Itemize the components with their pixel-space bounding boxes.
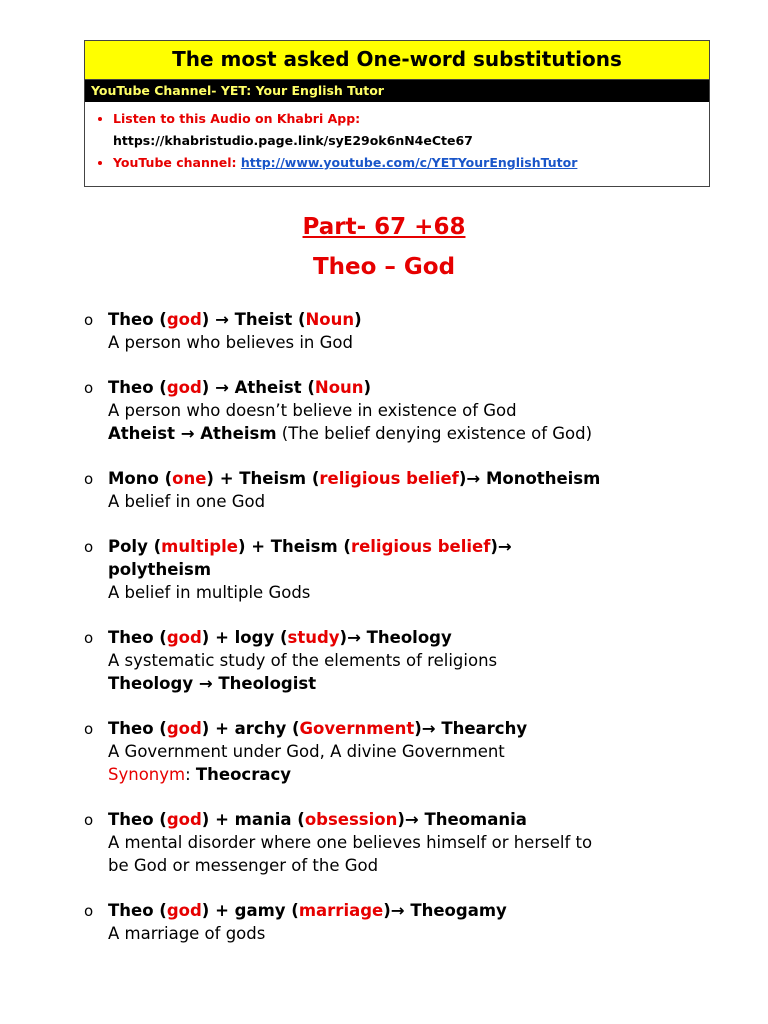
entry-list xyxy=(84,308,734,967)
entry-definition: A systematic study of the elements of religions xyxy=(108,651,498,670)
channel-banner: YouTube Channel- YET: Your English Tutor xyxy=(85,80,709,102)
circle-bullet-icon: o xyxy=(84,311,94,329)
youtube-item xyxy=(113,152,709,174)
entry-definition: A person who doesn’t believe in existence of God xyxy=(108,401,517,420)
circle-bullet-icon: o xyxy=(84,811,94,829)
list-item xyxy=(84,808,734,877)
entry-synonym: Synonym: Theocracy xyxy=(108,765,292,784)
entry-heading: Theo (god) + mania (obsession)→ Theomania xyxy=(108,810,527,829)
part-title: Part- 67 +68 xyxy=(302,214,466,240)
circle-bullet-icon: o xyxy=(84,902,94,920)
entry-heading-cont: polytheism xyxy=(108,560,212,579)
circle-bullet-icon: o xyxy=(84,470,94,488)
listen-label: Listen to this Audio on Khabri App: xyxy=(113,111,361,126)
entry-definition: A belief in one God xyxy=(108,492,266,511)
entry-heading: Theo (god) → Atheist (Noun) xyxy=(108,378,372,397)
entry-heading: Theo (god) + gamy (marriage)→ Theogamy xyxy=(108,901,507,920)
list-item xyxy=(84,467,734,513)
youtube-label: YouTube channel: xyxy=(113,155,241,170)
circle-bullet-icon: o xyxy=(84,379,94,397)
circle-bullet-icon: o xyxy=(84,538,94,556)
list-item xyxy=(84,626,734,695)
entry-definition: A person who believes in God xyxy=(108,333,353,352)
list-item xyxy=(84,717,734,786)
header-box xyxy=(84,40,710,187)
listen-item xyxy=(113,108,709,152)
entry-definition: A belief in multiple Gods xyxy=(108,583,311,602)
circle-bullet-icon: o xyxy=(84,720,94,738)
sub-title: Theo – God xyxy=(312,254,456,280)
entry-heading: Theo (god) + logy (study)→ Theology xyxy=(108,628,452,647)
entry-heading: Poly (multiple) + Theism (religious belief)→ xyxy=(108,537,512,556)
entry-definition: A marriage of gods xyxy=(108,924,266,943)
listen-url[interactable]: https://khabristudio.page.link/syE29ok6nN4eCte67 xyxy=(113,133,473,148)
entry-heading: Theo (god) + archy (Government)→ Thearchy xyxy=(108,719,528,738)
list-item xyxy=(84,899,734,945)
circle-bullet-icon: o xyxy=(84,629,94,647)
entry-extra: Atheist → Atheism (The belief denying existence of God) xyxy=(108,424,593,443)
header-title: The most asked One-word substitutions xyxy=(85,41,709,80)
entry-heading: Theo (god) → Theist (Noun) xyxy=(108,310,362,329)
list-item xyxy=(84,535,734,604)
entry-definition-cont: be God or messenger of the God xyxy=(108,856,379,875)
header-links xyxy=(85,102,709,174)
entry-definition: A Government under God, A divine Government xyxy=(108,742,505,761)
entry-heading: Mono (one) + Theism (religious belief)→ Monotheism xyxy=(108,469,601,488)
list-item xyxy=(84,376,734,445)
entry-definition: A mental disorder where one believes himself or herself to xyxy=(108,833,593,852)
entry-extra: Theology → Theologist xyxy=(108,674,317,693)
youtube-link[interactable]: http://www.youtube.com/c/YETYourEnglishTutor xyxy=(240,155,578,170)
list-item xyxy=(84,308,734,354)
